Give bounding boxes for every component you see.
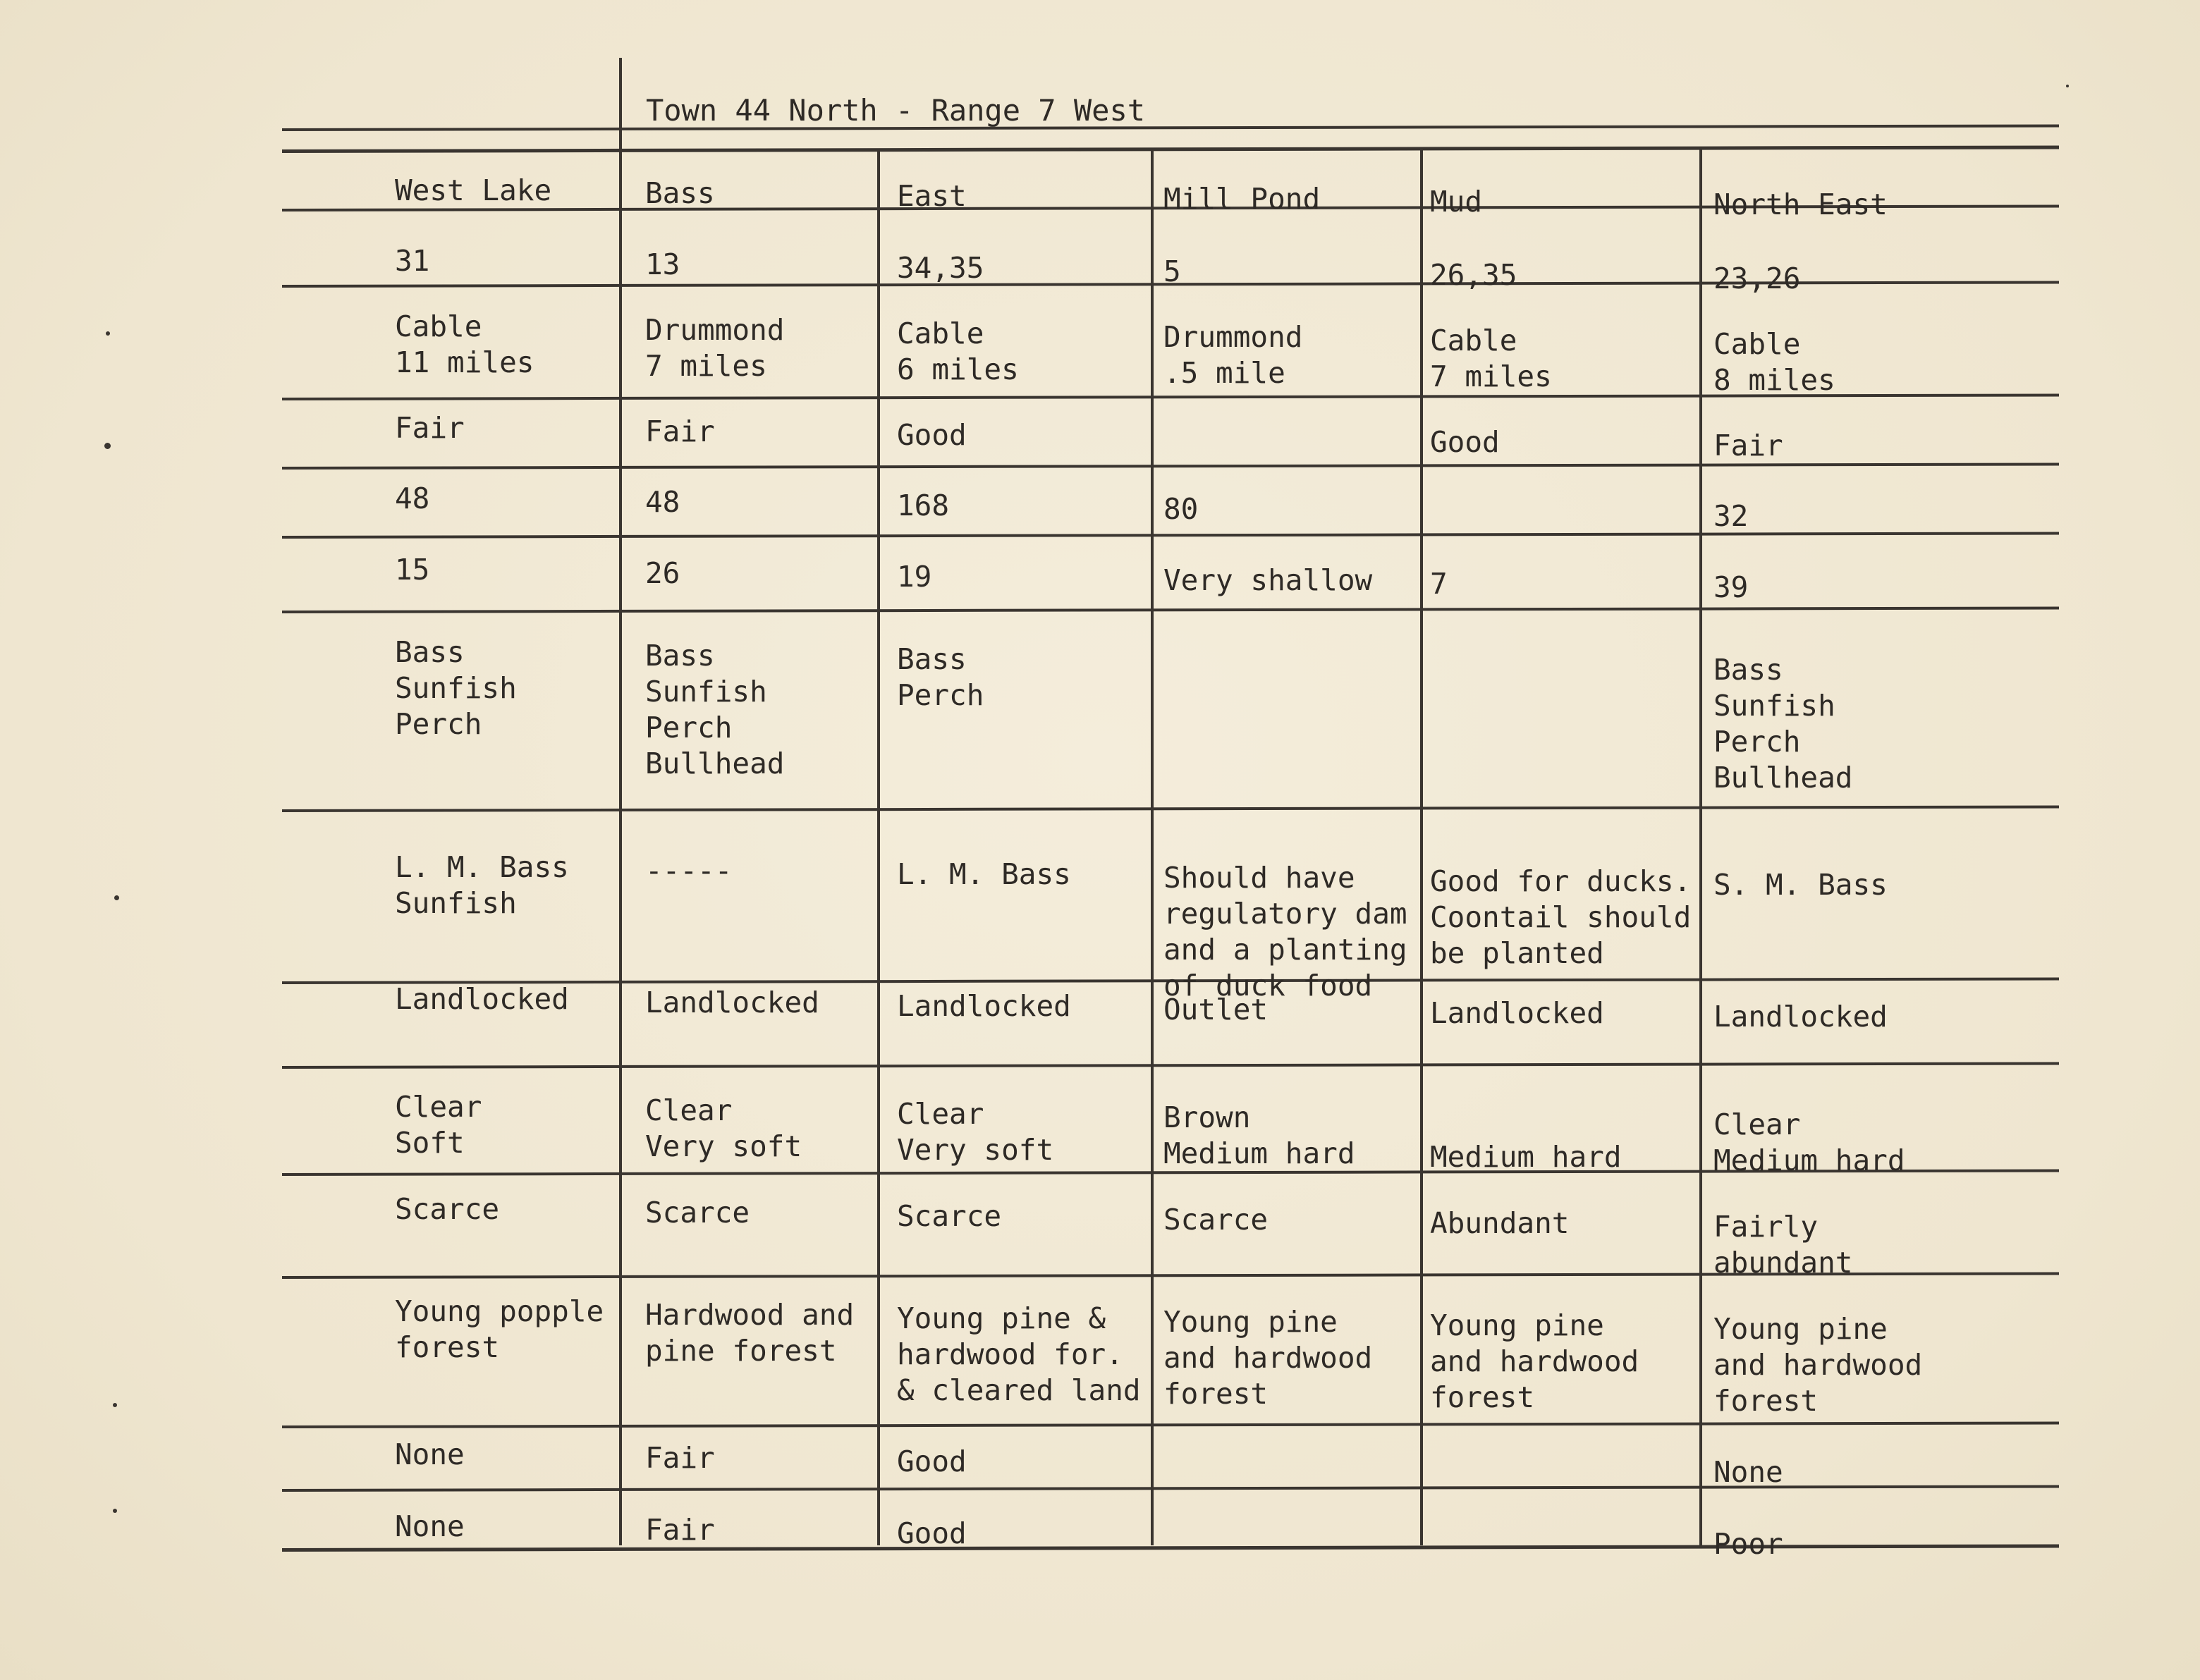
table-row-rule: [282, 145, 2059, 153]
table-cell: Good: [897, 1445, 967, 1478]
table-cell: Cable 6 miles: [897, 317, 1019, 386]
table-cell: 26,35: [1430, 258, 1517, 292]
table-cell: Bass Sunfish Perch Bullhead: [645, 639, 785, 780]
table-cell: 34,35: [897, 251, 984, 285]
paper-speck: [113, 1509, 117, 1513]
table-row-rule: [282, 462, 2059, 470]
table-cell: S. M. Bass: [1713, 868, 1888, 902]
table-cell: Bass Sunfish Perch Bullhead: [1713, 653, 1853, 795]
table-cell: Good: [897, 1516, 967, 1550]
table-cell: Clear Medium hard: [1713, 1108, 1905, 1177]
table-cell: None: [395, 1437, 465, 1471]
paper-speck: [113, 1403, 117, 1407]
table-cell: Young pine and hardwood forest: [1430, 1308, 1639, 1414]
table-cell: Good for ducks. Coontail should be planted: [1430, 864, 1692, 970]
table-cell: Fair: [395, 411, 465, 445]
table-cell: Landlocked: [645, 986, 819, 1019]
lake-name-header: West Lake: [395, 173, 552, 207]
column-rule: [619, 58, 622, 1545]
table-cell: Medium hard: [1430, 1140, 1622, 1174]
table-cell: Scarce: [645, 1196, 750, 1230]
table-cell: Outlet: [1163, 993, 1269, 1026]
table-cell: 19: [897, 560, 932, 594]
table-row-rule: [282, 532, 2059, 539]
table-cell: Clear Very soft: [897, 1097, 1054, 1167]
table-cell: Fair: [1713, 429, 1783, 462]
table-cell: Fair: [645, 1513, 715, 1547]
table-cell: Landlocked: [1713, 1000, 1888, 1034]
table-cell: Scarce: [395, 1192, 500, 1226]
table-cell: Cable 8 miles: [1713, 327, 1835, 397]
table-cell: Scarce: [1163, 1203, 1269, 1237]
table-cell: Landlocked: [1430, 996, 1604, 1030]
table-top-rule: [282, 124, 2059, 131]
table-cell: Cable 11 miles: [395, 309, 534, 379]
table-cell: Landlocked: [897, 989, 1071, 1023]
table-row-rule: [282, 1062, 2059, 1069]
table-cell: 31: [395, 244, 430, 278]
table-row-rule: [282, 1544, 2059, 1552]
table-cell: Young popple forest: [395, 1294, 604, 1364]
column-rule: [877, 149, 880, 1545]
table-cell: Young pine and hardwood forest: [1163, 1305, 1373, 1411]
table-cell: 26: [645, 556, 680, 590]
table-cell: L. M. Bass: [897, 857, 1071, 891]
table-cell: Brown Medium hard: [1163, 1100, 1355, 1170]
table-cell: Drummond .5 mile: [1163, 320, 1303, 390]
table-cell: Fairly abundant: [1713, 1210, 1853, 1280]
table-cell: Very shallow: [1163, 563, 1373, 597]
table-cell: 39: [1713, 570, 1749, 604]
paper-speck: [2066, 85, 2069, 87]
table-cell: Bass Sunfish Perch: [395, 635, 517, 741]
table-cell: 13: [645, 247, 680, 281]
table-cell: 32: [1713, 499, 1749, 533]
table-cell: 168: [897, 489, 950, 522]
table-cell: Cable 7 miles: [1430, 324, 1552, 393]
table-heading: Town 44 North - Range 7 West: [646, 93, 1146, 128]
table-cell: 15: [395, 553, 430, 587]
table-cell: Fair: [645, 1441, 715, 1475]
table-cell: Landlocked: [395, 982, 569, 1016]
table-cell: Should have regulatory dam and a planting of duck food: [1163, 861, 1407, 1003]
table-cell: -----: [645, 854, 733, 888]
table-cell: 23,26: [1713, 262, 1801, 295]
column-rule: [1151, 149, 1154, 1545]
lake-name-header: North East: [1713, 188, 1888, 221]
table-cell: Poor: [1713, 1527, 1783, 1561]
table-cell: Clear Soft: [395, 1090, 482, 1160]
table-cell: 48: [395, 482, 430, 515]
table-cell: 7: [1430, 567, 1448, 601]
table-row-rule: [282, 805, 2059, 812]
table-cell: None: [1713, 1455, 1783, 1489]
table-cell: 80: [1163, 492, 1199, 526]
paper-speck: [114, 895, 119, 900]
lake-name-header: Bass: [645, 176, 715, 210]
table-cell: Clear Very soft: [645, 1093, 802, 1163]
table-cell: Good: [897, 418, 967, 452]
table-cell: Abundant: [1430, 1206, 1570, 1240]
lake-name-header: Mud: [1430, 185, 1483, 219]
table-cell: L. M. Bass Sunfish: [395, 850, 569, 920]
column-rule: [1420, 149, 1423, 1545]
table-cell: None: [395, 1509, 465, 1543]
table-cell: Fair: [645, 415, 715, 448]
table-cell: Drummond 7 miles: [645, 313, 785, 383]
lake-name-header: East: [897, 179, 967, 213]
table-cell: Bass Perch: [897, 642, 984, 712]
paper-speck: [104, 443, 111, 449]
table-row-rule: [282, 606, 2059, 613]
paper-speck: [106, 331, 110, 336]
table-row-rule: [282, 1485, 2059, 1492]
table-cell: Young pine & hardwood for. & cleared land: [897, 1301, 1141, 1407]
table-cell: Good: [1430, 425, 1500, 459]
table-cell: Hardwood and pine forest: [645, 1298, 855, 1368]
table-cell: Scarce: [897, 1199, 1002, 1233]
table-cell: 5: [1163, 255, 1181, 288]
lake-name-header: Mill Pond: [1163, 182, 1321, 216]
table-cell: Young pine and hardwood forest: [1713, 1312, 1923, 1418]
column-rule: [1699, 149, 1702, 1545]
table-cell: 48: [645, 485, 680, 519]
table-row-rule: [282, 1421, 2059, 1428]
